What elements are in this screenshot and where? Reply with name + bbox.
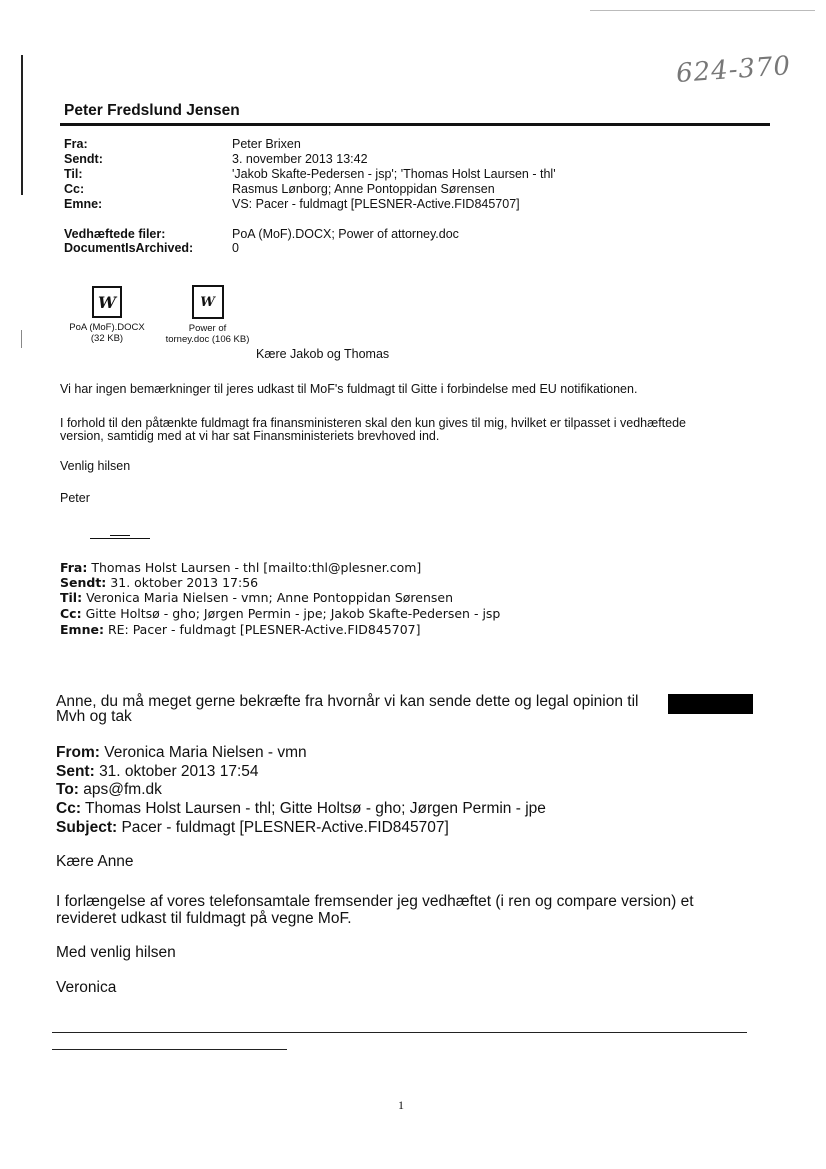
closing: Med venlig hilsen bbox=[56, 944, 176, 961]
separator-line bbox=[110, 535, 130, 536]
scan-artifact-line bbox=[590, 10, 815, 11]
paragraph: version, samtidig med at vi har sat Finansministeriets brevhoved ind. bbox=[60, 429, 440, 443]
forward-cc: Cc: Gitte Holtsø - gho; Jørgen Permin - jpe; Jakob Skafte-Pedersen - jsp bbox=[60, 606, 501, 621]
word-doc-icon: W bbox=[192, 285, 224, 319]
forward-from: Fra: Thomas Holst Laursen - thl [mailto:thl@plesner.com] bbox=[60, 560, 422, 575]
redaction-box bbox=[668, 694, 753, 714]
header-to-label: Til: bbox=[64, 167, 83, 181]
forward-sent: Sent: 31. oktober 2013 17:54 bbox=[56, 763, 259, 780]
signature: Veronica bbox=[56, 979, 117, 996]
paragraph: I forhold til den påtænkte fuldmagt fra finansministeren skal den kun gives til mig, hvilket er tilpasset i vedhæftede bbox=[60, 416, 687, 430]
forward-to: Til: Veronica Maria Nielsen - vmn; Anne Pontoppidan Sørensen bbox=[60, 590, 454, 605]
greeting: Kære Anne bbox=[56, 853, 134, 870]
signature: Peter bbox=[60, 491, 90, 505]
forward-to: To: aps@fm.dk bbox=[56, 781, 162, 798]
archived-label: DocumentIsArchived: bbox=[64, 241, 194, 255]
forward-from: From: Veronica Maria Nielsen - vmn bbox=[56, 744, 307, 761]
header-from-label: Fra: bbox=[64, 137, 88, 151]
attachment-name-cont: torney.doc (106 KB) bbox=[165, 334, 250, 345]
attachment-poa-docx[interactable] bbox=[62, 286, 152, 344]
page-number: 1 bbox=[398, 1098, 404, 1112]
handwritten-document-number: 624-370 bbox=[675, 51, 792, 89]
paragraph: Vi har ingen bemærkninger til jeres udkast til MoF's fuldmagt til Gitte i forbindelse med EU notifikationen. bbox=[60, 382, 638, 396]
paragraph: revideret udkast til fuldmagt på vegne MoF. bbox=[56, 910, 352, 927]
attachments-label: Vedhæftede filer: bbox=[64, 227, 166, 241]
paragraph: I forlængelse af vores telefonsamtale fremsender jeg vedhæftet (i ren og compare version) et bbox=[56, 893, 694, 910]
separator-line bbox=[90, 538, 150, 539]
forward-sent: Sendt: 31. oktober 2013 17:56 bbox=[60, 575, 259, 590]
paragraph: Mvh og tak bbox=[56, 708, 132, 725]
attachment-size: (32 KB) bbox=[90, 333, 124, 344]
attachment-name: Power of bbox=[188, 323, 227, 334]
header-cc-label: Cc: bbox=[64, 182, 85, 196]
divider-line bbox=[52, 1032, 747, 1033]
attachment-name: PoA (MoF).DOCX bbox=[69, 322, 145, 333]
header-from-value: Peter Brixen bbox=[232, 137, 301, 151]
mailbox-owner-name: Peter Fredslund Jensen bbox=[64, 102, 240, 119]
greeting: Kære Jakob og Thomas bbox=[256, 347, 390, 361]
forward-subject: Emne: RE: Pacer - fuldmagt [PLESNER-Active.FID845707] bbox=[60, 622, 421, 637]
header-to-value: 'Jakob Skafte-Pedersen - jsp'; 'Thomas Holst Laursen - thl' bbox=[232, 167, 556, 181]
paragraph: Anne, du må meget gerne bekræfte fra hvornår vi kan sende dette og legal opinion til bbox=[56, 693, 639, 710]
scan-artifact-tick bbox=[21, 330, 22, 348]
word-docx-icon: W bbox=[92, 286, 122, 318]
divider-line bbox=[52, 1049, 287, 1050]
closing: Venlig hilsen bbox=[60, 459, 131, 473]
header-subject-label: Emne: bbox=[64, 197, 103, 211]
forward-cc: Cc: Thomas Holst Laursen - thl; Gitte Holtsø - gho; Jørgen Permin - jpe bbox=[56, 800, 546, 817]
header-subject-value: VS: Pacer - fuldmagt [PLESNER-Active.FID845707] bbox=[232, 197, 520, 211]
attachments-value: PoA (MoF).DOCX; Power of attorney.doc bbox=[232, 227, 459, 241]
forward-subject: Subject: Pacer - fuldmagt [PLESNER-Active.FID845707] bbox=[56, 819, 449, 836]
archived-value: 0 bbox=[232, 241, 239, 255]
header-sent-value: 3. november 2013 13:42 bbox=[232, 152, 368, 166]
title-divider bbox=[60, 123, 770, 126]
scan-artifact-bar bbox=[21, 55, 23, 195]
attachment-power-of-attorney[interactable] bbox=[155, 285, 260, 345]
header-cc-value: Rasmus Lønborg; Anne Pontoppidan Sørensen bbox=[232, 182, 495, 196]
header-sent-label: Sendt: bbox=[64, 152, 103, 166]
